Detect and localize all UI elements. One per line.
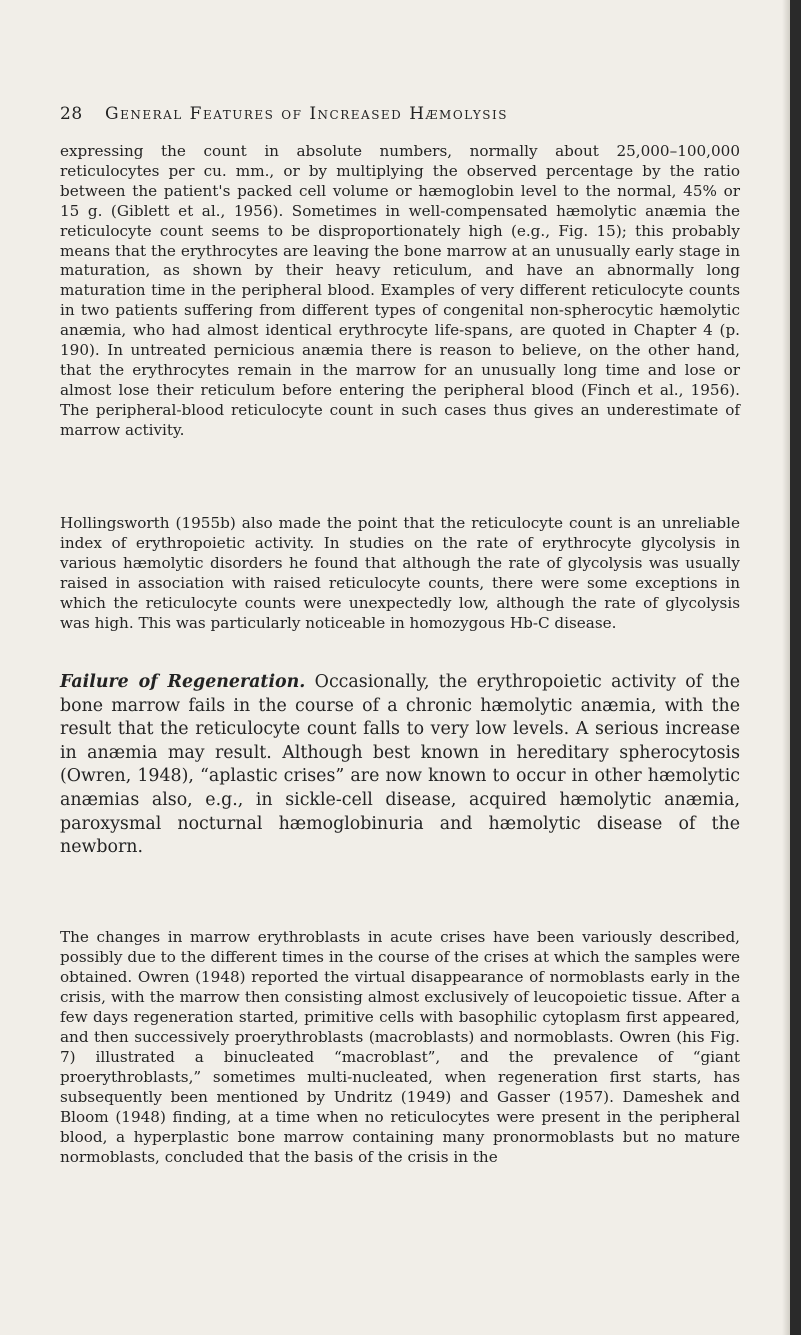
section-body: Occasionally, the erythropoietic activity of the bone marrow fails in the course of a chronic hæmolytic anæmia, with the result that the reticulocyte count falls to very low levels. A serious increase in anæmia may result. Although best known in hereditary spherocytosis (Owren, 1948), “aplastic crises” are now known to occur in other hæmolytic anæmias also, e.g., in sickle-cell disease, acquired hæmolytic anæmia, paroxysmal nocturnal hæmoglobinuria and hæmolytic disease of the newborn.	[60, 672, 740, 858]
paragraph-failure-of-regeneration	[60, 671, 740, 860]
paragraph-marrow-changes: The changes in marrow erythroblasts in acute crises have been variously described, possibly due to the different times in the course of the crises at which the samples were obtained. Owren (1948) reported the virtual disappearance of normoblasts early in the crisis, with the marrow then consisting almost exclusively of leucopoietic tissue. After a few days regeneration started, primitive cells with basophilic cytoplasm first appeared, and then successively proerythroblasts (macroblasts) and normoblasts. Owren (his Fig. 7) illustrated a binucleated “macroblast”, and the prevalence of “giant proerythroblasts,” sometimes multi-nucleated, when regeneration first starts, has subsequently been mentioned by Undritz (1949) and Gasser (1957). Dameshek and Bloom (1948) finding, at a time when no reticulocytes were present in the peripheral blood, a hyperplastic bone marrow containing many pronormoblasts but no mature normoblasts, concluded that the basis of the crisis in the	[60, 928, 740, 1166]
section-heading: Failure of Regeneration.	[60, 672, 306, 692]
paragraph-reticulocyte-count: expressing the count in absolute numbers, normally about 25,000–100,000 reticulocytes per cu. mm., or by multiplying the observed percentage by the ratio between the patient's packed cell volume or hæmoglobin level to the normal, 45% or 15 g. (Giblett et al., 1956). Sometimes in well-compensated hæmolytic anæmia the reticulocyte count seems to be disproportionately high (e.g., Fig. 15); this probably means that the erythrocytes are leaving the bone marrow at an unusually early stage in maturation, as shown by their heavy reticulum, and have an abnormally long maturation time in the peripheral blood. Examples of very different reticulocyte counts in two patients suffering from different types of congenital non-spherocytic hæmolytic anæmia, who had almost identical erythrocyte life-spans, are quoted in Chapter 4 (p. 190). In untreated pernicious anæmia there is reason to believe, on the other hand, that the erythrocytes remain in the marrow for an unusually long time and lose or almost lose their reticulum before entering the peripheral blood (Finch et al., 1956). The peripheral-blood reticulocyte count in such cases thus gives an underestimate of marrow activity.	[60, 142, 740, 439]
page-header	[60, 104, 750, 128]
page-number: 28	[60, 104, 83, 124]
page-edge-shadow	[782, 0, 790, 1335]
paragraph-hollingsworth: Hollingsworth (1955b) also made the point that the reticulocyte count is an unreliable index of erythropoietic activity. In studies on the rate of erythrocyte glycolysis in various hæmolytic disorders he found that although the rate of glycolysis was usually raised in association with raised reticulocyte counts, there were some exceptions in which the reticulocyte counts were unexpectedly low, although the rate of glycolysis was high. This was particularly noticeable in homozygous Hb-C disease.	[60, 514, 740, 632]
running-head: General Features of Increased Hæmolysis	[105, 104, 508, 124]
book-spine-edge	[790, 0, 801, 1335]
